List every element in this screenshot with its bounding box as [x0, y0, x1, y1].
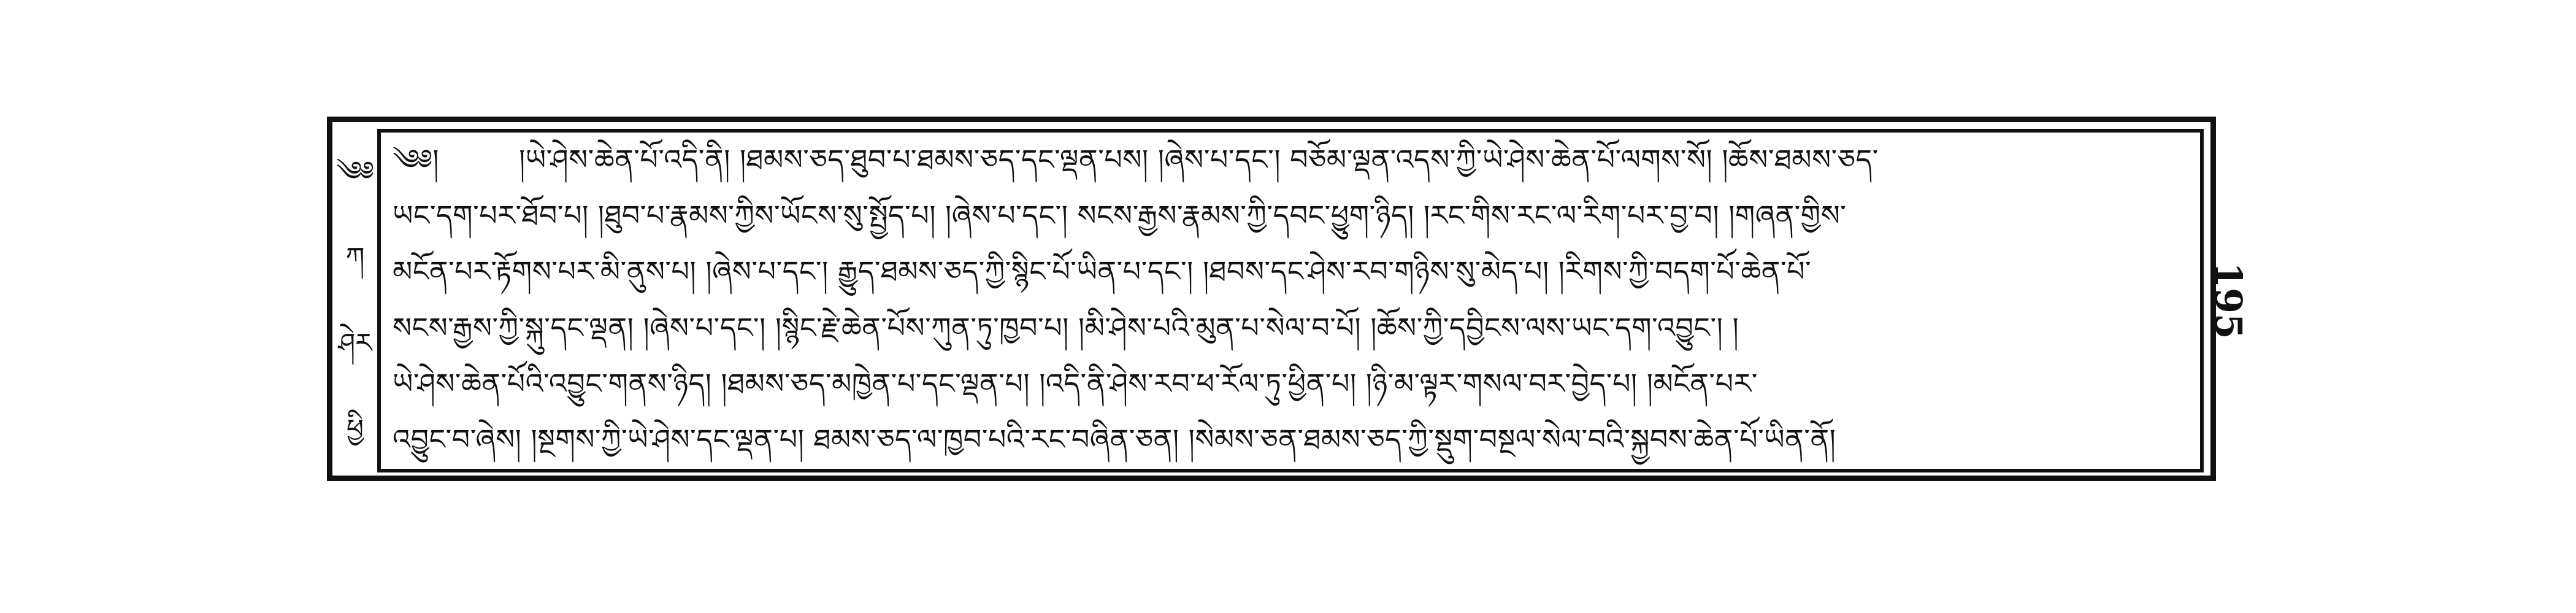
folio-number: 195 [2207, 262, 2250, 339]
left-margin-mark: ཤེར [338, 328, 372, 359]
text-line-4: སངས་རྒྱས་ཀྱི་སྐུ་དང་ལྡན། །ཞེས་པ་དང་། །སྙིང་རྗེ་ཆེན་པོས་ཀུན་ཏུ་ཁྱབ་པ། །མི་ཤེས་པའི་མུན་པ་སེལ་བ་པོ། །ཆོས་ཀྱི་དབྱིངས་ལས་ཡང་དག་འབྱུང་། ། [393, 310, 1739, 344]
text-line-6: འབྱུང་བ་ཞེས། །སྔགས་ཀྱི་ཡེ་ཤེས་དང་ལྡན་པ། ཐམས་ཅད་ལ་ཁྱབ་པའི་རང་བཞིན་ཅན། །སེམས་ཅན་ཐམས་ཅད་ཀྱི་སྡུག་བསྔལ་སེལ་བའི་སྐྱབས་ཆེན་པོ་ཡིན་ནོ། [393, 422, 1836, 456]
folio-number-container [2207, 258, 2250, 344]
left-margin-mark: ཕྱི [346, 414, 364, 445]
left-margin-column [334, 129, 376, 472]
opening-mark: ༄༅། [393, 143, 440, 176]
text-line-3: མངོན་པར་རྟོགས་པར་མི་ནུས་པ། །ཞེས་པ་དང་། རྒྱུད་ཐམས་ཅད་ཀྱི་སྙིང་པོ་ཡིན་པ་དང་། །ཐབས་དང་ཤེས་རབ་གཉིས་སུ་མེད་པ། །རིགས་ཀྱི་བདག་པོ་ཆེན་པོ་ [393, 255, 1812, 288]
text-line-content: །ཡེ་ཤེས་ཆེན་པོ་འདི་ནི། །ཐམས་ཅད་ཐུབ་པ་ཐམས་ཅད་དང་ལྡན་པས། །ཞེས་པ་དང་། བཅོམ་ལྡན་འདས་ཀྱི་ཡེ་ཤེས་ཆེན་པོ་ལགས་སོ། །ཆོས་ཐམས་ཅད་ [519, 143, 1879, 176]
left-margin-mark: ༄༅ [336, 156, 374, 187]
text-line-2: ཡང་དག་པར་ཐོབ་པ། །ཐུབ་པ་རྣམས་ཀྱིས་ཡོངས་སུ་སྤྱོད་པ། །ཞེས་པ་དང་། སངས་རྒྱས་རྣམས་ཀྱི་དབང་ཕྱུག་ཉིད། །རང་གིས་རང་ལ་རིག་པར་བྱ་བ། །གཞན་གྱིས་ [393, 199, 1847, 233]
text-line-5: ཡེ་ཤེས་ཆེན་པོའི་འབྱུང་གནས་ཉིད། །ཐམས་ཅད་མཁྱེན་པ་དང་ལྡན་པ། །འདི་ནི་ཤེས་རབ་ཕ་རོལ་ཏུ་ཕྱིན་པ། །ཉི་མ་ལྟར་གསལ་བར་བྱེད་པ། །མངོན་པར་ [393, 366, 1758, 400]
left-margin-mark: ཀ [345, 242, 365, 273]
text-line-1 [393, 136, 2190, 188]
text-body [393, 136, 2190, 468]
